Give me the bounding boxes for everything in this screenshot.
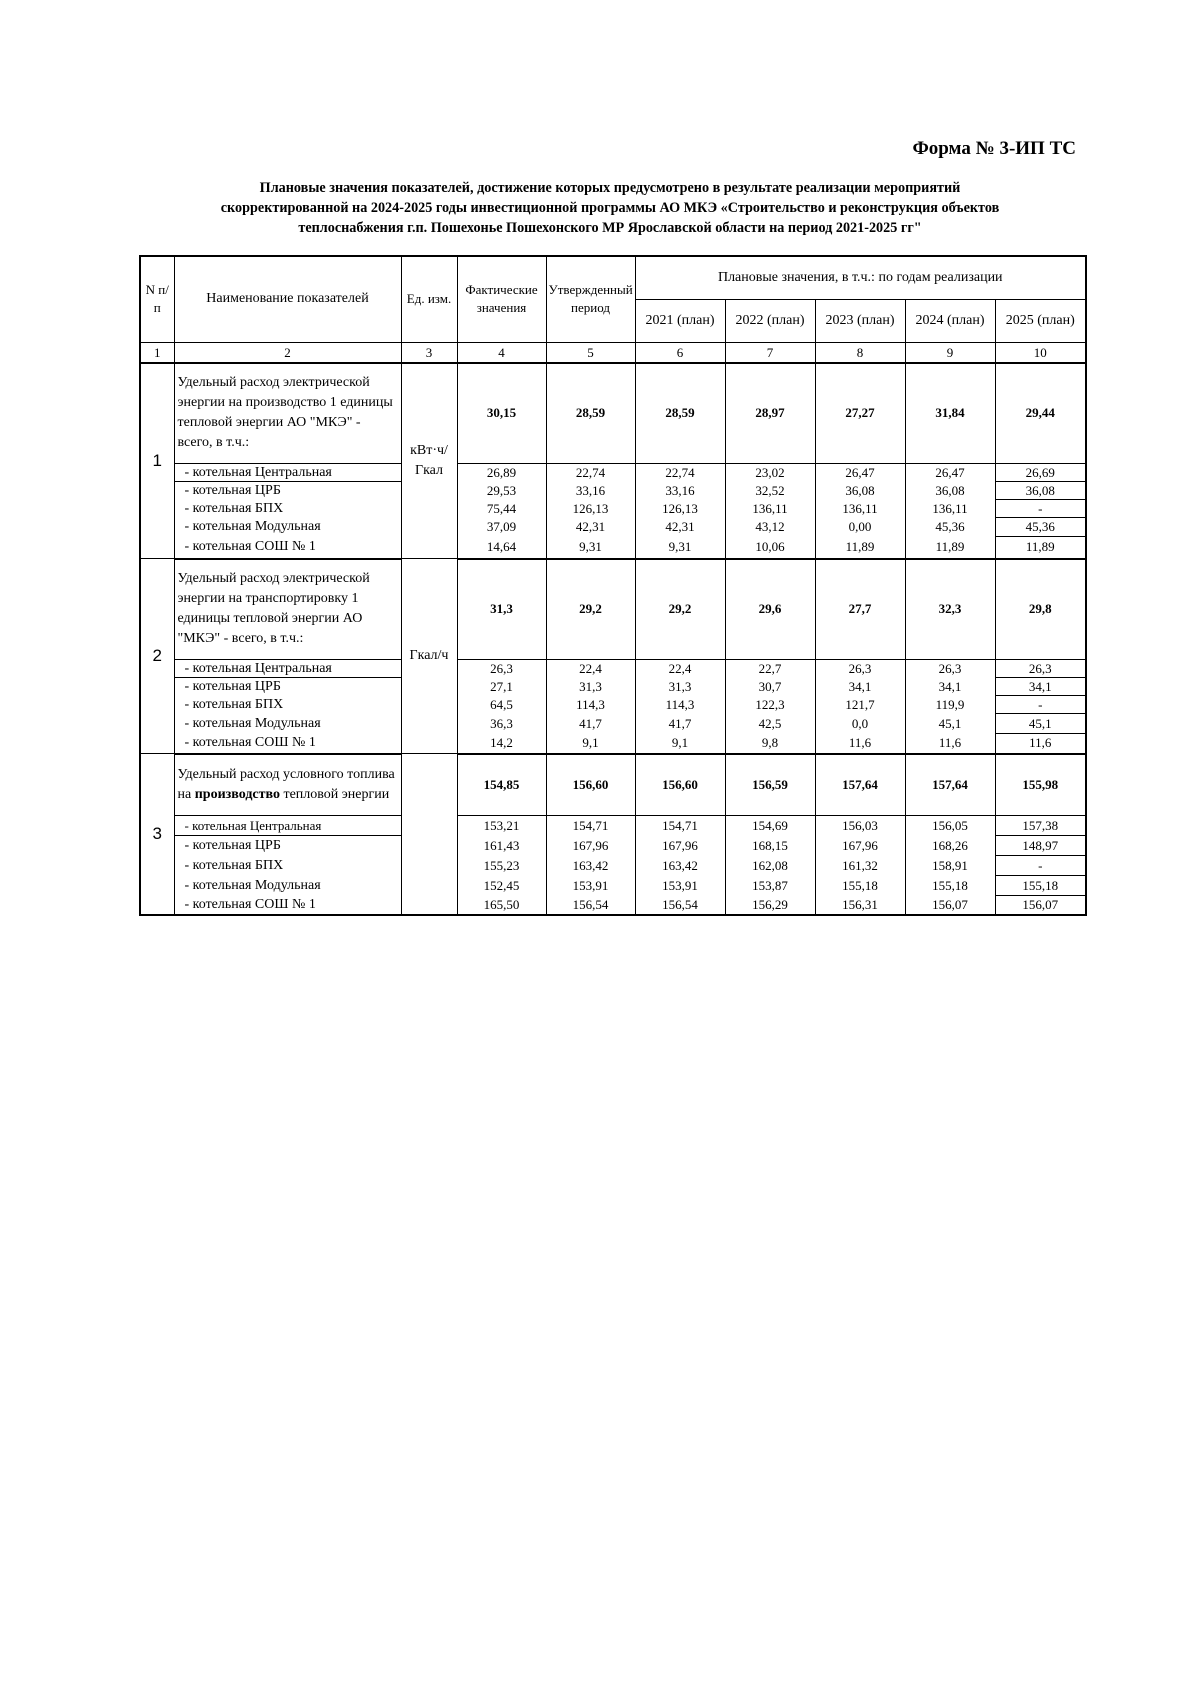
section-index: 1 <box>140 363 174 559</box>
cell-value: - <box>995 500 1086 518</box>
cell-value: 22,74 <box>546 464 635 482</box>
table-row <box>140 714 1086 734</box>
row-name: - котельная Центральная <box>174 660 401 678</box>
row-name: - котельная ЦРБ <box>174 482 401 500</box>
total-value: 28,59 <box>546 363 635 464</box>
cell-value: 121,7 <box>815 696 905 714</box>
cell-value: 167,96 <box>815 836 905 856</box>
cell-value: 29,53 <box>457 482 546 500</box>
cell-value: 154,71 <box>546 816 635 836</box>
table-row <box>140 482 1086 500</box>
cell-value: 9,31 <box>635 537 725 559</box>
row-name: - котельная ЦРБ <box>174 836 401 856</box>
total-value: 31,84 <box>905 363 995 464</box>
header-n-pp: N п/п <box>140 256 174 342</box>
section-title-text: Удельный расход условного топлива на <box>177 766 395 802</box>
cell-value: 153,21 <box>457 816 546 836</box>
cell-value: 11,6 <box>995 734 1086 754</box>
cell-value: 45,1 <box>905 714 995 734</box>
cell-value: 34,1 <box>815 678 905 696</box>
header-year: 2025 (план) <box>995 299 1086 342</box>
cell-value: 161,43 <box>457 836 546 856</box>
section-unit: Гкал/ч <box>401 559 457 754</box>
cell-value: - <box>995 856 1086 876</box>
col-number: 7 <box>725 342 815 363</box>
cell-value: 156,54 <box>635 896 725 915</box>
cell-value: 9,1 <box>546 734 635 754</box>
table-row <box>140 836 1086 856</box>
col-number: 9 <box>905 342 995 363</box>
cell-value: 155,18 <box>815 876 905 896</box>
cell-value: 45,1 <box>995 714 1086 734</box>
cell-value: 155,23 <box>457 856 546 876</box>
form-number: Форма № 3-ИП ТС <box>912 138 1076 159</box>
cell-value: 31,3 <box>635 678 725 696</box>
cell-value: 10,06 <box>725 537 815 559</box>
row-name: - котельная Модульная <box>174 518 401 537</box>
total-value: 32,3 <box>905 559 995 660</box>
cell-value: 11,89 <box>995 537 1086 559</box>
header-approved: Утвержденный период <box>546 256 635 342</box>
cell-value: 37,09 <box>457 518 546 537</box>
cell-value: 22,74 <box>635 464 725 482</box>
cell-value: 22,7 <box>725 660 815 678</box>
header-actual: Фактические значения <box>457 256 546 342</box>
cell-value: 36,3 <box>457 714 546 734</box>
cell-value: 26,47 <box>905 464 995 482</box>
row-name: - котельная Модульная <box>174 714 401 734</box>
total-value: 29,8 <box>995 559 1086 660</box>
total-value: 157,64 <box>905 754 995 816</box>
cell-value: 11,6 <box>815 734 905 754</box>
section-unit-empty <box>401 754 457 915</box>
cell-value: 168,26 <box>905 836 995 856</box>
header-planned-group: Плановые значения, в т.ч.: по годам реализации <box>635 256 1086 299</box>
total-value: 27,27 <box>815 363 905 464</box>
cell-value: 14,64 <box>457 537 546 559</box>
section-title: Удельный расход электрической энергии на транспортировку 1 единицы тепловой энергии АО "МКЭ" - всего, в т.ч.: <box>174 559 401 660</box>
cell-value: 167,96 <box>546 836 635 856</box>
total-value: 30,15 <box>457 363 546 464</box>
indicators-table <box>139 255 1087 916</box>
section-index: 2 <box>140 559 174 754</box>
total-value: 28,59 <box>635 363 725 464</box>
cell-value: 36,08 <box>815 482 905 500</box>
cell-value: 31,3 <box>546 678 635 696</box>
col-number: 10 <box>995 342 1086 363</box>
cell-value: 26,3 <box>905 660 995 678</box>
total-value: 156,59 <box>725 754 815 816</box>
cell-value: 42,5 <box>725 714 815 734</box>
cell-value: 11,6 <box>905 734 995 754</box>
header-year: 2021 (план) <box>635 299 725 342</box>
col-number: 3 <box>401 342 457 363</box>
cell-value: 114,3 <box>546 696 635 714</box>
cell-value: 156,07 <box>995 896 1086 915</box>
cell-value: 119,9 <box>905 696 995 714</box>
cell-value: 156,54 <box>546 896 635 915</box>
table-row <box>140 696 1086 714</box>
header-year: 2022 (план) <box>725 299 815 342</box>
cell-value: 45,36 <box>995 518 1086 537</box>
row-name: - котельная Центральная <box>174 464 401 482</box>
total-value: 154,85 <box>457 754 546 816</box>
table-row <box>140 678 1086 696</box>
cell-value: 30,7 <box>725 678 815 696</box>
cell-value: 161,32 <box>815 856 905 876</box>
cell-value: 126,13 <box>546 500 635 518</box>
table-row <box>140 518 1086 537</box>
cell-value: 136,11 <box>815 500 905 518</box>
total-value: 29,6 <box>725 559 815 660</box>
cell-value: 34,1 <box>995 678 1086 696</box>
cell-value: 23,02 <box>725 464 815 482</box>
table-row <box>140 896 1086 915</box>
cell-value: 9,1 <box>635 734 725 754</box>
cell-value: 136,11 <box>905 500 995 518</box>
col-number: 4 <box>457 342 546 363</box>
cell-value: 22,4 <box>635 660 725 678</box>
table-row <box>140 876 1086 896</box>
section-index: 3 <box>140 754 174 915</box>
total-value: 28,97 <box>725 363 815 464</box>
cell-value: 26,3 <box>457 660 546 678</box>
cell-value: 75,44 <box>457 500 546 518</box>
col-number: 2 <box>174 342 401 363</box>
total-value: 27,7 <box>815 559 905 660</box>
row-name: - котельная БПХ <box>174 500 401 518</box>
col-number: 5 <box>546 342 635 363</box>
cell-value: 136,11 <box>725 500 815 518</box>
cell-value: 155,18 <box>995 876 1086 896</box>
cell-value: 26,69 <box>995 464 1086 482</box>
cell-value: 36,08 <box>995 482 1086 500</box>
cell-value: - <box>995 696 1086 714</box>
section-title-text: тепловой энергии <box>279 786 390 802</box>
cell-value: 114,3 <box>635 696 725 714</box>
row-name: - котельная СОШ № 1 <box>174 734 401 754</box>
cell-value: 26,3 <box>995 660 1086 678</box>
cell-value: 156,29 <box>725 896 815 915</box>
section-title: Удельный расход электрической энергии на производство 1 единицы тепловой энергии АО "МКЭ" - всего, в т.ч.: <box>174 363 401 464</box>
cell-value: 33,16 <box>635 482 725 500</box>
header-unit: Ед. изм. <box>401 256 457 342</box>
total-value: 156,60 <box>635 754 725 816</box>
cell-value: 22,4 <box>546 660 635 678</box>
total-value: 29,2 <box>635 559 725 660</box>
cell-value: 148,97 <box>995 836 1086 856</box>
cell-value: 163,42 <box>546 856 635 876</box>
table-row <box>140 500 1086 518</box>
cell-value: 27,1 <box>457 678 546 696</box>
cell-value: 0,0 <box>815 714 905 734</box>
document-title <box>140 178 1080 238</box>
cell-value: 154,71 <box>635 816 725 836</box>
cell-value: 152,45 <box>457 876 546 896</box>
col-number: 8 <box>815 342 905 363</box>
table-row <box>140 660 1086 678</box>
cell-value: 26,3 <box>815 660 905 678</box>
cell-value: 157,38 <box>995 816 1086 836</box>
row-name: - котельная БПХ <box>174 856 401 876</box>
cell-value: 42,31 <box>635 518 725 537</box>
cell-value: 43,12 <box>725 518 815 537</box>
cell-value: 45,36 <box>905 518 995 537</box>
cell-value: 168,15 <box>725 836 815 856</box>
total-value: 29,2 <box>546 559 635 660</box>
title-line: Плановые значения показателей, достижение которых предусмотрено в результате реализации мероприятий <box>259 180 961 196</box>
cell-value: 165,50 <box>457 896 546 915</box>
cell-value: 26,89 <box>457 464 546 482</box>
col-number: 6 <box>635 342 725 363</box>
cell-value: 11,89 <box>905 537 995 559</box>
total-value: 155,98 <box>995 754 1086 816</box>
cell-value: 122,3 <box>725 696 815 714</box>
cell-value: 156,03 <box>815 816 905 836</box>
row-name: - котельная Модульная <box>174 876 401 896</box>
cell-value: 11,89 <box>815 537 905 559</box>
total-value: 29,44 <box>995 363 1086 464</box>
cell-value: 153,91 <box>635 876 725 896</box>
cell-value: 34,1 <box>905 678 995 696</box>
cell-value: 126,13 <box>635 500 725 518</box>
cell-value: 156,05 <box>905 816 995 836</box>
section-unit: кВт·ч/ Гкал <box>401 363 457 559</box>
header-year: 2024 (план) <box>905 299 995 342</box>
header-name: Наименование показателей <box>174 256 401 342</box>
table-row <box>140 537 1086 559</box>
cell-value: 64,5 <box>457 696 546 714</box>
section-title-emphasis: производство <box>194 786 280 802</box>
cell-value: 156,31 <box>815 896 905 915</box>
title-line: скорректированной на 2024-2025 годы инвестиционной программы АО МКЭ «Строительство и реконструкция объектов <box>220 200 1000 216</box>
cell-value: 0,00 <box>815 518 905 537</box>
cell-value: 32,52 <box>725 482 815 500</box>
cell-value: 167,96 <box>635 836 725 856</box>
table-row <box>140 734 1086 754</box>
cell-value: 162,08 <box>725 856 815 876</box>
cell-value: 41,7 <box>635 714 725 734</box>
row-name: - котельная БПХ <box>174 696 401 714</box>
cell-value: 153,91 <box>546 876 635 896</box>
cell-value: 153,87 <box>725 876 815 896</box>
row-name: - котельная СОШ № 1 <box>174 537 401 559</box>
cell-value: 9,8 <box>725 734 815 754</box>
table-row <box>140 464 1086 482</box>
cell-value: 158,91 <box>905 856 995 876</box>
total-value: 157,64 <box>815 754 905 816</box>
cell-value: 156,07 <box>905 896 995 915</box>
cell-value: 42,31 <box>546 518 635 537</box>
cell-value: 163,42 <box>635 856 725 876</box>
table-row <box>140 856 1086 876</box>
cell-value: 41,7 <box>546 714 635 734</box>
total-value: 31,3 <box>457 559 546 660</box>
row-name: - котельная СОШ № 1 <box>174 896 401 915</box>
cell-value: 14,2 <box>457 734 546 754</box>
cell-value: 9,31 <box>546 537 635 559</box>
total-value: 156,60 <box>546 754 635 816</box>
row-name: - котельная ЦРБ <box>174 678 401 696</box>
cell-value: 36,08 <box>905 482 995 500</box>
row-name: - котельная Центральная <box>174 816 401 836</box>
cell-value: 33,16 <box>546 482 635 500</box>
cell-value: 155,18 <box>905 876 995 896</box>
cell-value: 26,47 <box>815 464 905 482</box>
section-title <box>174 754 401 816</box>
col-number: 1 <box>140 342 174 363</box>
cell-value: 154,69 <box>725 816 815 836</box>
title-line: теплоснабжения г.п. Пошехонье Пошехонского МР Ярославской области на период 2021-2025 гг" <box>298 220 922 236</box>
header-year: 2023 (план) <box>815 299 905 342</box>
table-row <box>140 816 1086 836</box>
